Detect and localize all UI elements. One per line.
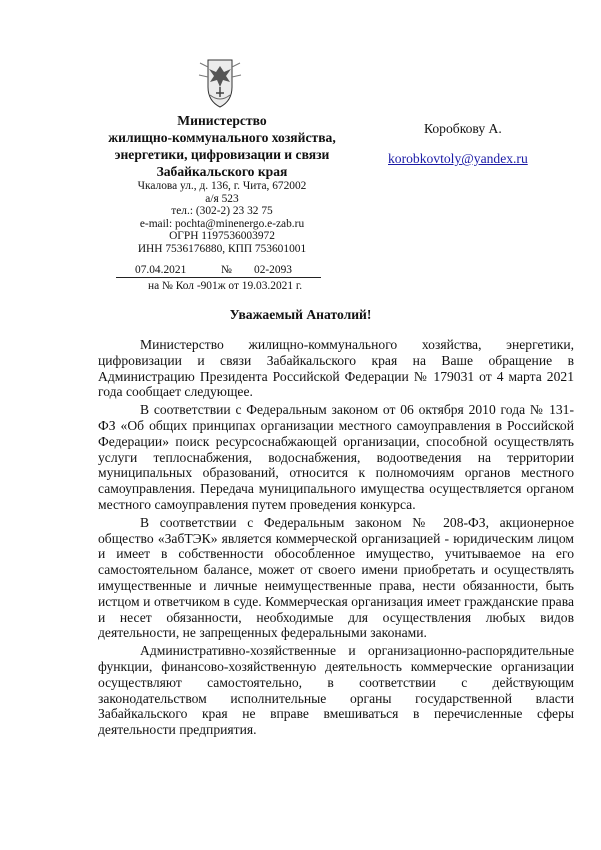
po-box-line: а/я 523 [205, 192, 239, 205]
greeting: Уважаемый Анатолий! [229, 307, 372, 322]
org-line: Министерство [177, 113, 267, 128]
outgoing-number: 02-2093 [254, 264, 292, 276]
recipient-name: Коробкову А. [424, 121, 502, 136]
paragraph: Административно-хозяйственные и организационно-распорядительные функции, финансово-хозяйственную деятельность коммерческие организации осуществляют самостоятельно, в соответствии с действующим законодательством исполнительные органы государственной власти Забайкальского края не вправе вмешиваться в перечисленные сферы деятельности предприятия. [98, 643, 574, 738]
paragraph: В соответствии с Федеральным законом от 06 октября 2010 года № 131-ФЗ «Об общих принципах организации местного самоуправления в Российской Федерации» поиск ресурсоснабжающей организации, способной осуществлять услуги теплоснабжения, водоснабжения, водоотведения на территории муниципальных образований, относится к полномочиям органов местного самоуправления. Передача муниципального имущества осуществляется органом местного самоуправления путем проведения конкурса. [98, 402, 574, 512]
paragraph: В соответствии с Федеральным законом № 208-ФЗ, акционерное общество «ЗабТЭК» является коммерческой организацией - юридическим лицом и имеет в собственности обособленное имущество, учитываемое на его самостоятельном балансе, может от своего имени приобретать и осуществлять имущественные и личные неимущественные права, нести обязанности, быть истцом и ответчиком в суде. Коммерческая организация имеет гражданские права и несет обязанности, необходимые для осуществления любых видов деятельности, не запрещенных федеральными законами. [98, 514, 574, 641]
inn-kpp-line: ИНН 7536176880, КПП 753601001 [137, 242, 307, 255]
address-line: Чкалова ул., д. 136, г. Чита, 672002 [137, 180, 307, 192]
email-line: e-mail: pochta@minenergo.e-zab.ru [139, 217, 305, 230]
org-line: Забайкальского края [156, 164, 288, 179]
incoming-reference: на № Кол -901ж от 19.03.2021 г. [148, 280, 303, 292]
sender-block [88, 112, 356, 256]
registration-underline [116, 277, 321, 278]
org-name [88, 112, 356, 180]
paragraph: Министерство жилищно-коммунального хозяйства, энергетики, цифровизации и связи Забайкальского края на Ваше обращение в Администрацию Президента Российской Федерации № 179031 от 4 марта 2021 года сообщает следующее. [98, 337, 574, 400]
phone-line: тел.: (302-2) 23 32 75 [171, 205, 273, 218]
number-sign: № [221, 264, 232, 276]
coat-of-arms-icon [197, 57, 243, 109]
org-line: жилищно-коммунального хозяйства, [108, 130, 336, 145]
outgoing-date: 07.04.2021 [135, 264, 187, 276]
recipient-email-link[interactable]: korobkovtoly@yandex.ru [388, 151, 528, 166]
letter-body [98, 337, 574, 738]
ogrn-line: ОГРН 1197536003972 [169, 230, 275, 243]
org-contacts [88, 180, 356, 256]
org-line: энергетики, цифровизации и связи [114, 147, 330, 162]
